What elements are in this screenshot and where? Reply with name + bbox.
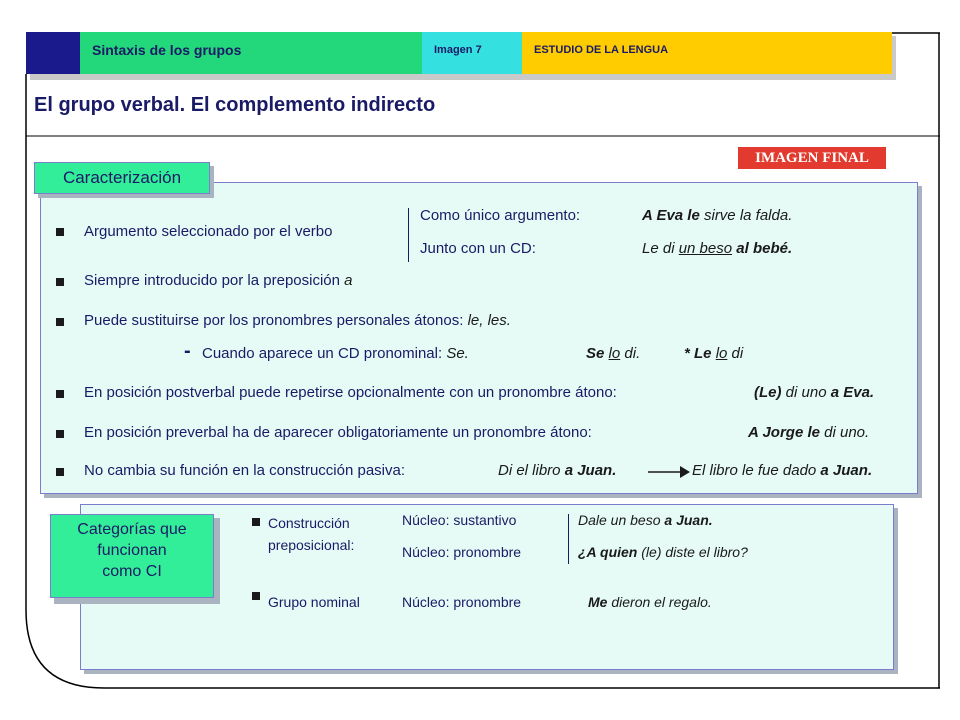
preposicion-text: Siempre introducido por la preposición a (84, 272, 353, 289)
nucleo-pronombre: Núcleo: pronombre (402, 544, 522, 560)
pasiva-example-1: Di el libro a Juan. (498, 462, 617, 479)
sustituir-text: Puede sustituirse por los pronombres personales átonos: le, les. (84, 312, 511, 329)
grupo-nominal-nucleo: Núcleo: pronombre (402, 594, 522, 610)
dash: - (184, 340, 191, 362)
bracket-line (568, 514, 569, 564)
bullet (252, 592, 260, 600)
bullet (56, 390, 64, 398)
page-title: El grupo verbal. El complemento indirecto (34, 94, 436, 116)
nucleo-pronombre-example: ¿A quien (le) diste el libro? (578, 544, 748, 560)
bullet (56, 318, 64, 326)
section-name: Sintaxis de los grupos (92, 42, 242, 58)
grupo-nominal-label: Grupo nominal (268, 594, 360, 610)
construccion-label: Construcción preposicional: (268, 515, 355, 553)
nucleo-sustantivo-example: Dale un beso a Juan. (578, 512, 713, 528)
unico-example: A Eva le sirve la falda. (642, 207, 793, 224)
junto-label: Junto con un CD: (420, 240, 536, 257)
junto-example: Le di un beso al bebé. (642, 240, 793, 257)
bracket-line (408, 208, 409, 262)
postverbal-text: En posición postverbal puede repetirse opcionalmente con un pronombre átono: (84, 384, 617, 401)
cd-example-1: Se lo di. (586, 345, 641, 362)
image-label: Imagen 7 (434, 44, 482, 56)
cd-example-2: * Le lo di (684, 345, 744, 362)
categorias-label: Categorías que funcionan como CI (50, 514, 214, 598)
grupo-nominal-example: Me dieron el regalo. (588, 594, 712, 610)
bullet (56, 228, 64, 236)
bullet (56, 278, 64, 286)
nucleo-sustantivo: Núcleo: sustantivo (402, 512, 517, 528)
preverbal-example: A Jorge le di uno. (748, 424, 870, 441)
preverbal-text: En posición preverbal ha de aparecer obligatoriamente un pronombre átono: (84, 424, 592, 441)
bullet (252, 518, 260, 526)
caracterizacion-label: Caracterización (34, 162, 210, 194)
argumento-text: Argumento seleccionado por el verbo (84, 223, 333, 240)
pasiva-text: No cambia su función en la construcción pasiva: (84, 462, 406, 479)
final-image-badge: IMAGEN FINAL (738, 147, 886, 169)
arrow-icon (648, 464, 690, 480)
pasiva-example-2: El libro le fue dado a Juan. (692, 462, 873, 479)
unico-label: Como único argumento: (420, 207, 581, 224)
study-label: ESTUDIO DE LA LENGUA (534, 44, 669, 56)
postverbal-example: (Le) di uno a Eva. (754, 384, 875, 401)
cd-pronominal-text: Cuando aparece un CD pronominal: Se. (202, 345, 469, 362)
bullet (56, 468, 64, 476)
bullet (56, 430, 64, 438)
